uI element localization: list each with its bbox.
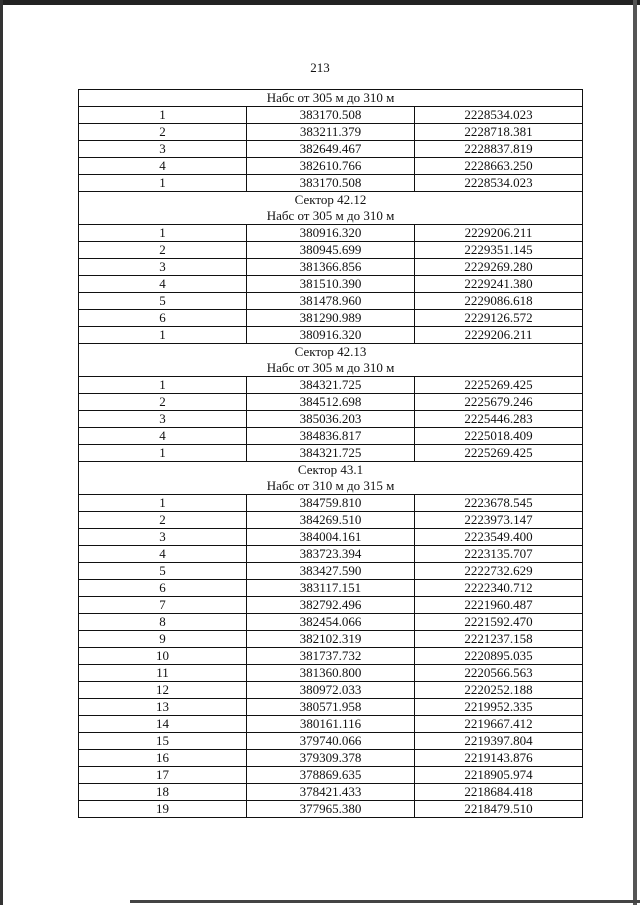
point-number-cell: 2 [79,394,247,411]
table-row [79,597,583,614]
point-number-cell: 3 [79,141,247,158]
x-coordinate-cell: 380916.320 [247,327,415,344]
y-coordinate-cell: 2219143.876 [415,750,583,767]
x-coordinate-cell: 381510.390 [247,276,415,293]
table-row [79,259,583,276]
table-row [79,293,583,310]
y-coordinate-cell: 2229269.280 [415,259,583,276]
table-row [79,580,583,597]
point-number-cell: 14 [79,716,247,733]
y-coordinate-cell: 2228663.250 [415,158,583,175]
point-number-cell: 15 [79,733,247,750]
x-coordinate-cell: 383211.379 [247,124,415,141]
y-coordinate-cell: 2223135.707 [415,546,583,563]
scan-border-top [0,0,640,5]
y-coordinate-cell: 2228718.381 [415,124,583,141]
x-coordinate-cell: 378869.635 [247,767,415,784]
table-row [79,767,583,784]
height-range-label: Набс от 305 м до 310 м [266,208,395,223]
point-number-cell: 17 [79,767,247,784]
table-row [79,546,583,563]
table-row [79,158,583,175]
height-range-label: Набс от 305 м до 310 м [266,90,395,105]
point-number-cell: 5 [79,293,247,310]
table-row [79,175,583,192]
y-coordinate-cell: 2223973.147 [415,512,583,529]
point-number-cell: 4 [79,276,247,293]
sector-title: Сектор 42.13 [294,344,367,359]
point-number-cell: 1 [79,377,247,394]
sector-title: Сектор 42.12 [294,192,367,207]
point-number-cell: 8 [79,614,247,631]
coordinates-table-body [79,90,583,818]
section-header [79,344,583,377]
x-coordinate-cell: 385036.203 [247,411,415,428]
y-coordinate-cell: 2225679.246 [415,394,583,411]
x-coordinate-cell: 378421.433 [247,784,415,801]
point-number-cell: 10 [79,648,247,665]
x-coordinate-cell: 380161.116 [247,716,415,733]
x-coordinate-cell: 383427.590 [247,563,415,580]
table-row [79,648,583,665]
y-coordinate-cell: 2223678.545 [415,495,583,512]
x-coordinate-cell: 384321.725 [247,445,415,462]
x-coordinate-cell: 380571.958 [247,699,415,716]
x-coordinate-cell: 381478.960 [247,293,415,310]
table-row [79,411,583,428]
x-coordinate-cell: 382454.066 [247,614,415,631]
y-coordinate-cell: 2228534.023 [415,175,583,192]
y-coordinate-cell: 2220252.188 [415,682,583,699]
table-row [79,716,583,733]
y-coordinate-cell: 2219397.804 [415,733,583,750]
x-coordinate-cell: 384759.810 [247,495,415,512]
table-row [79,276,583,293]
point-number-cell: 2 [79,512,247,529]
y-coordinate-cell: 2219952.335 [415,699,583,716]
y-coordinate-cell: 2222732.629 [415,563,583,580]
section-header-row [79,192,583,225]
y-coordinate-cell: 2228534.023 [415,107,583,124]
y-coordinate-cell: 2229351.145 [415,242,583,259]
table-row [79,141,583,158]
x-coordinate-cell: 383117.151 [247,580,415,597]
point-number-cell: 1 [79,445,247,462]
section-header [79,462,583,495]
point-number-cell: 4 [79,158,247,175]
scan-border-bottom [130,900,640,903]
section-header-row [79,90,583,107]
y-coordinate-cell: 2222340.712 [415,580,583,597]
y-coordinate-cell: 2225269.425 [415,377,583,394]
table-row [79,225,583,242]
point-number-cell: 16 [79,750,247,767]
y-coordinate-cell: 2221960.487 [415,597,583,614]
x-coordinate-cell: 380916.320 [247,225,415,242]
point-number-cell: 3 [79,411,247,428]
table-row [79,801,583,818]
table-row [79,377,583,394]
y-coordinate-cell: 2229206.211 [415,225,583,242]
x-coordinate-cell: 382649.467 [247,141,415,158]
y-coordinate-cell: 2228837.819 [415,141,583,158]
x-coordinate-cell: 382610.766 [247,158,415,175]
x-coordinate-cell: 379740.066 [247,733,415,750]
height-range-label: Набс от 305 м до 310 м [266,360,395,375]
coordinates-table [78,89,583,818]
point-number-cell: 1 [79,107,247,124]
section-header-row [79,344,583,377]
height-range-label: Набс от 310 м до 315 м [266,478,395,493]
point-number-cell: 12 [79,682,247,699]
y-coordinate-cell: 2225269.425 [415,445,583,462]
scan-border-right [633,0,637,905]
y-coordinate-cell: 2225446.283 [415,411,583,428]
x-coordinate-cell: 380945.699 [247,242,415,259]
table-row [79,327,583,344]
table-row [79,124,583,141]
point-number-cell: 1 [79,225,247,242]
section-header [79,192,583,225]
x-coordinate-cell: 383723.394 [247,546,415,563]
section-header-row [79,462,583,495]
table-row [79,614,583,631]
point-number-cell: 7 [79,597,247,614]
y-coordinate-cell: 2229206.211 [415,327,583,344]
point-number-cell: 4 [79,428,247,445]
y-coordinate-cell: 2223549.400 [415,529,583,546]
point-number-cell: 9 [79,631,247,648]
y-coordinate-cell: 2218479.510 [415,801,583,818]
table-row [79,529,583,546]
point-number-cell: 1 [79,175,247,192]
page-number: 213 [310,60,330,75]
x-coordinate-cell: 384836.817 [247,428,415,445]
x-coordinate-cell: 377965.380 [247,801,415,818]
point-number-cell: 3 [79,529,247,546]
y-coordinate-cell: 2225018.409 [415,428,583,445]
table-row [79,563,583,580]
point-number-cell: 1 [79,327,247,344]
table-row [79,733,583,750]
y-coordinate-cell: 2229241.380 [415,276,583,293]
y-coordinate-cell: 2218684.418 [415,784,583,801]
table-row [79,495,583,512]
x-coordinate-cell: 383170.508 [247,175,415,192]
point-number-cell: 2 [79,242,247,259]
table-row [79,682,583,699]
y-coordinate-cell: 2220895.035 [415,648,583,665]
point-number-cell: 19 [79,801,247,818]
x-coordinate-cell: 384004.161 [247,529,415,546]
y-coordinate-cell: 2221592.470 [415,614,583,631]
point-number-cell: 11 [79,665,247,682]
table-row [79,699,583,716]
x-coordinate-cell: 382102.319 [247,631,415,648]
y-coordinate-cell: 2229126.572 [415,310,583,327]
table-row [79,445,583,462]
y-coordinate-cell: 2220566.563 [415,665,583,682]
point-number-cell: 4 [79,546,247,563]
x-coordinate-cell: 384512.698 [247,394,415,411]
table-row [79,631,583,648]
point-number-cell: 1 [79,495,247,512]
x-coordinate-cell: 381360.800 [247,665,415,682]
y-coordinate-cell: 2221237.158 [415,631,583,648]
point-number-cell: 6 [79,580,247,597]
x-coordinate-cell: 383170.508 [247,107,415,124]
table-row [79,512,583,529]
table-row [79,394,583,411]
scan-border-left [0,0,3,905]
point-number-cell: 6 [79,310,247,327]
y-coordinate-cell: 2218905.974 [415,767,583,784]
y-coordinate-cell: 2229086.618 [415,293,583,310]
x-coordinate-cell: 381737.732 [247,648,415,665]
point-number-cell: 5 [79,563,247,580]
table-row [79,784,583,801]
x-coordinate-cell: 384269.510 [247,512,415,529]
x-coordinate-cell: 380972.033 [247,682,415,699]
table-row [79,750,583,767]
x-coordinate-cell: 379309.378 [247,750,415,767]
point-number-cell: 2 [79,124,247,141]
x-coordinate-cell: 381290.989 [247,310,415,327]
table-row [79,428,583,445]
x-coordinate-cell: 384321.725 [247,377,415,394]
table-row [79,242,583,259]
table-row [79,665,583,682]
point-number-cell: 13 [79,699,247,716]
table-row [79,107,583,124]
table-row [79,310,583,327]
point-number-cell: 18 [79,784,247,801]
section-header [79,90,583,107]
x-coordinate-cell: 381366.856 [247,259,415,276]
x-coordinate-cell: 382792.496 [247,597,415,614]
sector-title: Сектор 43.1 [297,462,364,477]
point-number-cell: 3 [79,259,247,276]
y-coordinate-cell: 2219667.412 [415,716,583,733]
